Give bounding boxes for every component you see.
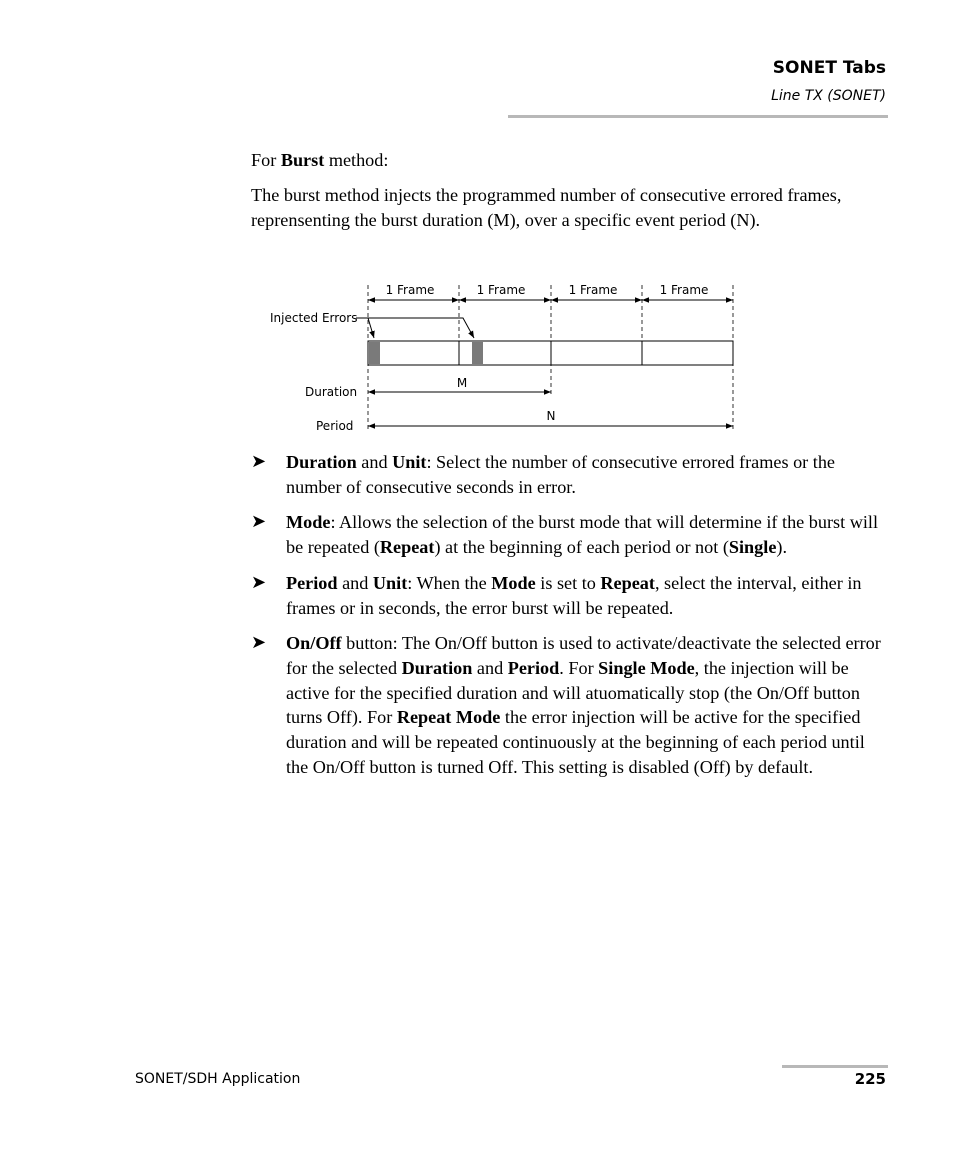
injected-errors-label: Injected Errors xyxy=(270,311,358,325)
frame-box-1 xyxy=(368,341,459,365)
burst-diagram xyxy=(268,280,743,435)
injected-pointer-2 xyxy=(368,318,474,338)
bullet-on-off: ➤ On/Off button: The On/Off button is used to activate/deactivate the selected error for the selected Duration and Period. For Single Mode, the injection will be active for the specified duration and will atuomatically stop (the On/Off button turns Off). For Repeat Mode the error injection will be active for the specified duration and will be repeated continuously at the beginning of each period until the On/Off button is turned Off. This setting is disabled (Off) by default. xyxy=(251,632,881,777)
section-subtitle: Line TX (SONET) xyxy=(771,88,886,104)
duration-label: Duration xyxy=(305,385,358,399)
bullet-arrow-icon: ➤ xyxy=(251,451,267,472)
frame-label-1: 1 Frame xyxy=(385,283,435,297)
frame-label-2: 1 Frame xyxy=(476,283,526,297)
frame-box-4 xyxy=(642,341,733,365)
error-block-1 xyxy=(369,342,380,364)
bullet-arrow-icon: ➤ xyxy=(251,511,267,533)
section-title: SONET Tabs xyxy=(772,58,886,78)
frame-box-3 xyxy=(551,341,642,365)
bullet-arrow-icon: ➤ xyxy=(251,571,267,593)
page-number: 225 xyxy=(854,1070,886,1088)
bullet-arrow-icon: ➤ xyxy=(251,632,267,654)
error-block-2 xyxy=(472,342,483,364)
bullet-mode: ➤ Mode: Allows the selection of the burst mode that will determine if the burst will be repeated (Repeat) at the beginning of each period or not (Single). xyxy=(251,511,878,558)
period-label: Period xyxy=(316,419,354,433)
intro-line: For Burst method: xyxy=(251,150,389,170)
frame-label-4: 1 Frame xyxy=(659,283,709,297)
frame-label-3: 1 Frame xyxy=(568,283,618,297)
footer-rule xyxy=(782,1065,888,1068)
intro-paragraph: The burst method injects the programmed number of consecutive errored frames, reprensenting the burst duration (M), over a specific event period (N). xyxy=(251,185,842,230)
n-label: N xyxy=(546,409,556,423)
header-rule xyxy=(508,115,888,118)
bullet-duration-unit: ➤ Duration and Unit: Select the number of consecutive errored frames or the number of consecutive seconds in error. xyxy=(251,451,835,497)
bullet-list xyxy=(251,450,891,790)
bullet-period-unit: ➤ Period and Unit: When the Mode is set to Repeat, select the interval, either in frames or in seconds, the error burst will be repeated. xyxy=(251,571,862,618)
injected-pointer-1 xyxy=(356,318,374,338)
m-label: M xyxy=(456,376,468,390)
footer-title: SONET/SDH Application xyxy=(135,1071,301,1087)
